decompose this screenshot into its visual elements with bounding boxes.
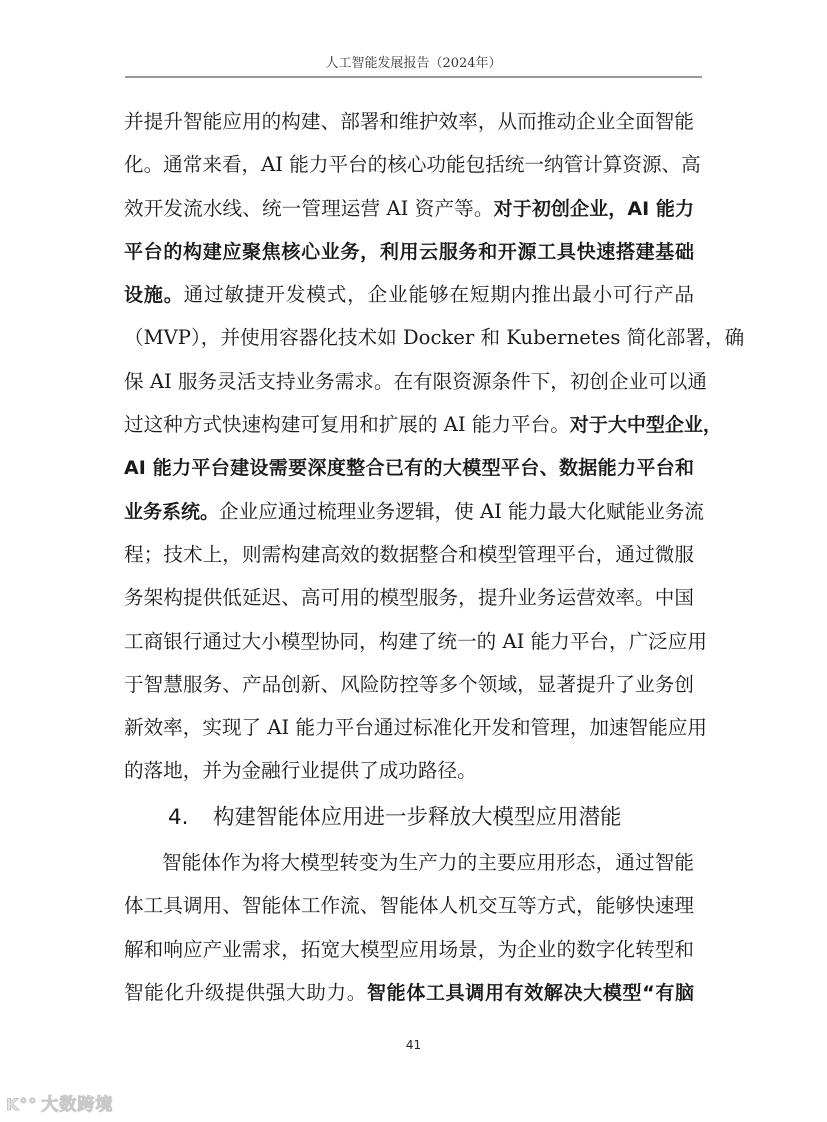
- bold-text: 对于大中型企业，: [569, 414, 722, 437]
- text-line: [124, 754, 694, 797]
- text-line: [124, 976, 694, 1019]
- text-line: [124, 192, 694, 235]
- page-number: 41: [405, 1038, 422, 1052]
- body-text: 过这种方式快速构建可复用和扩展的 AI 能力平台。: [124, 413, 570, 437]
- section-title: 构建智能体应用进一步释放大模型应用潜能: [213, 805, 622, 830]
- text-line: [124, 846, 694, 889]
- text-line: [124, 278, 694, 321]
- body-text: 效开发流水线、统一管理运营 AI 资产等。: [124, 196, 494, 220]
- body-text: 企业应通过梳理业务逻辑，使 AI 能力最大化赋能业务流: [219, 499, 705, 523]
- body-text: 并提升智能应用的构建、部署和维护效率，从而推动企业全面智能: [124, 110, 694, 133]
- body-text: 程；技术上，则需构建高效的数据整合和模型管理平台，通过微服: [124, 542, 694, 566]
- body-text: 智能体作为将大模型转变为生产力的主要应用形态，通过智能: [162, 851, 694, 874]
- text-line: [124, 451, 694, 494]
- text-line: [124, 365, 707, 408]
- bold-text: 智能体工具调用有效解决大模型“有脑: [367, 981, 694, 1004]
- text-line: [124, 625, 707, 668]
- bold-text: 对于初创企业，AI 能力: [493, 197, 694, 220]
- body-text: 智能化升级提供强大助力。: [124, 980, 367, 1004]
- text-line: [124, 235, 694, 278]
- text-line: [124, 711, 707, 754]
- text-line: [124, 668, 694, 711]
- body-text: （MVP），并使用容器化技术如 Docker 和 Kubernetes 简化部署，确: [124, 326, 745, 350]
- text-line: [124, 321, 745, 364]
- watermark-logo-icon: K°°: [6, 1095, 38, 1114]
- text-line: [124, 408, 722, 451]
- bold-text: AI 能力平台建设需要深度整合已有的大模型平台、数据能力平台和: [124, 457, 694, 480]
- text-line: [124, 148, 701, 191]
- body-text: 通过敏捷开发模式，企业能够在短期内推出最小可行产品: [183, 283, 694, 307]
- body-text: 体工具调用、智能体工作流、智能体人机交互等方式，能够快速理: [124, 894, 694, 918]
- text-line: [124, 495, 705, 538]
- body-text: 保 AI 服务灵活支持业务需求。在有限资源条件下，初创企业可以通: [124, 369, 707, 393]
- body-text: 工商银行通过大小模型协同，构建了统一的 AI 能力平台，广泛应用: [124, 629, 707, 653]
- text-line: [124, 538, 694, 581]
- section-heading: [168, 800, 622, 831]
- text-line: [124, 889, 694, 932]
- text-line: [124, 933, 694, 976]
- bold-text: 业务系统。: [124, 500, 220, 523]
- header-divider: [125, 76, 702, 78]
- bold-text: 设施。: [124, 284, 184, 307]
- text-line: [124, 105, 694, 148]
- paragraph-1: [124, 105, 745, 798]
- text-line: [124, 581, 694, 624]
- body-text: 化。通常来看，AI 能力平台的核心功能包括统一纳管计算资源、高: [124, 153, 701, 177]
- body-text: 新效率，实现了 AI 能力平台通过标准化开发和管理，加速智能应用: [124, 716, 707, 740]
- section-number: 4.: [168, 805, 189, 830]
- watermark-text: 大数跨境: [41, 1095, 114, 1115]
- bold-text: 平台的构建应聚焦核心业务，利用云服务和开源工具快速搭建基础: [124, 240, 694, 263]
- running-header: 人工智能发展报告（2024年）: [325, 56, 502, 71]
- body-text: 务架构提供低延迟、高可用的模型服务，提升业务运营效率。中国: [124, 586, 694, 610]
- body-text: 解和响应产业需求，拓宽大模型应用场景，为企业的数字化转型和: [124, 937, 694, 961]
- paragraph-2: [124, 846, 694, 1019]
- watermark: [6, 1090, 113, 1115]
- body-text: 的落地，并为金融行业提供了成功路径。: [124, 759, 477, 783]
- body-text: 于智慧服务、产品创新、风险防控等多个领域，显著提升了业务创: [124, 672, 694, 696]
